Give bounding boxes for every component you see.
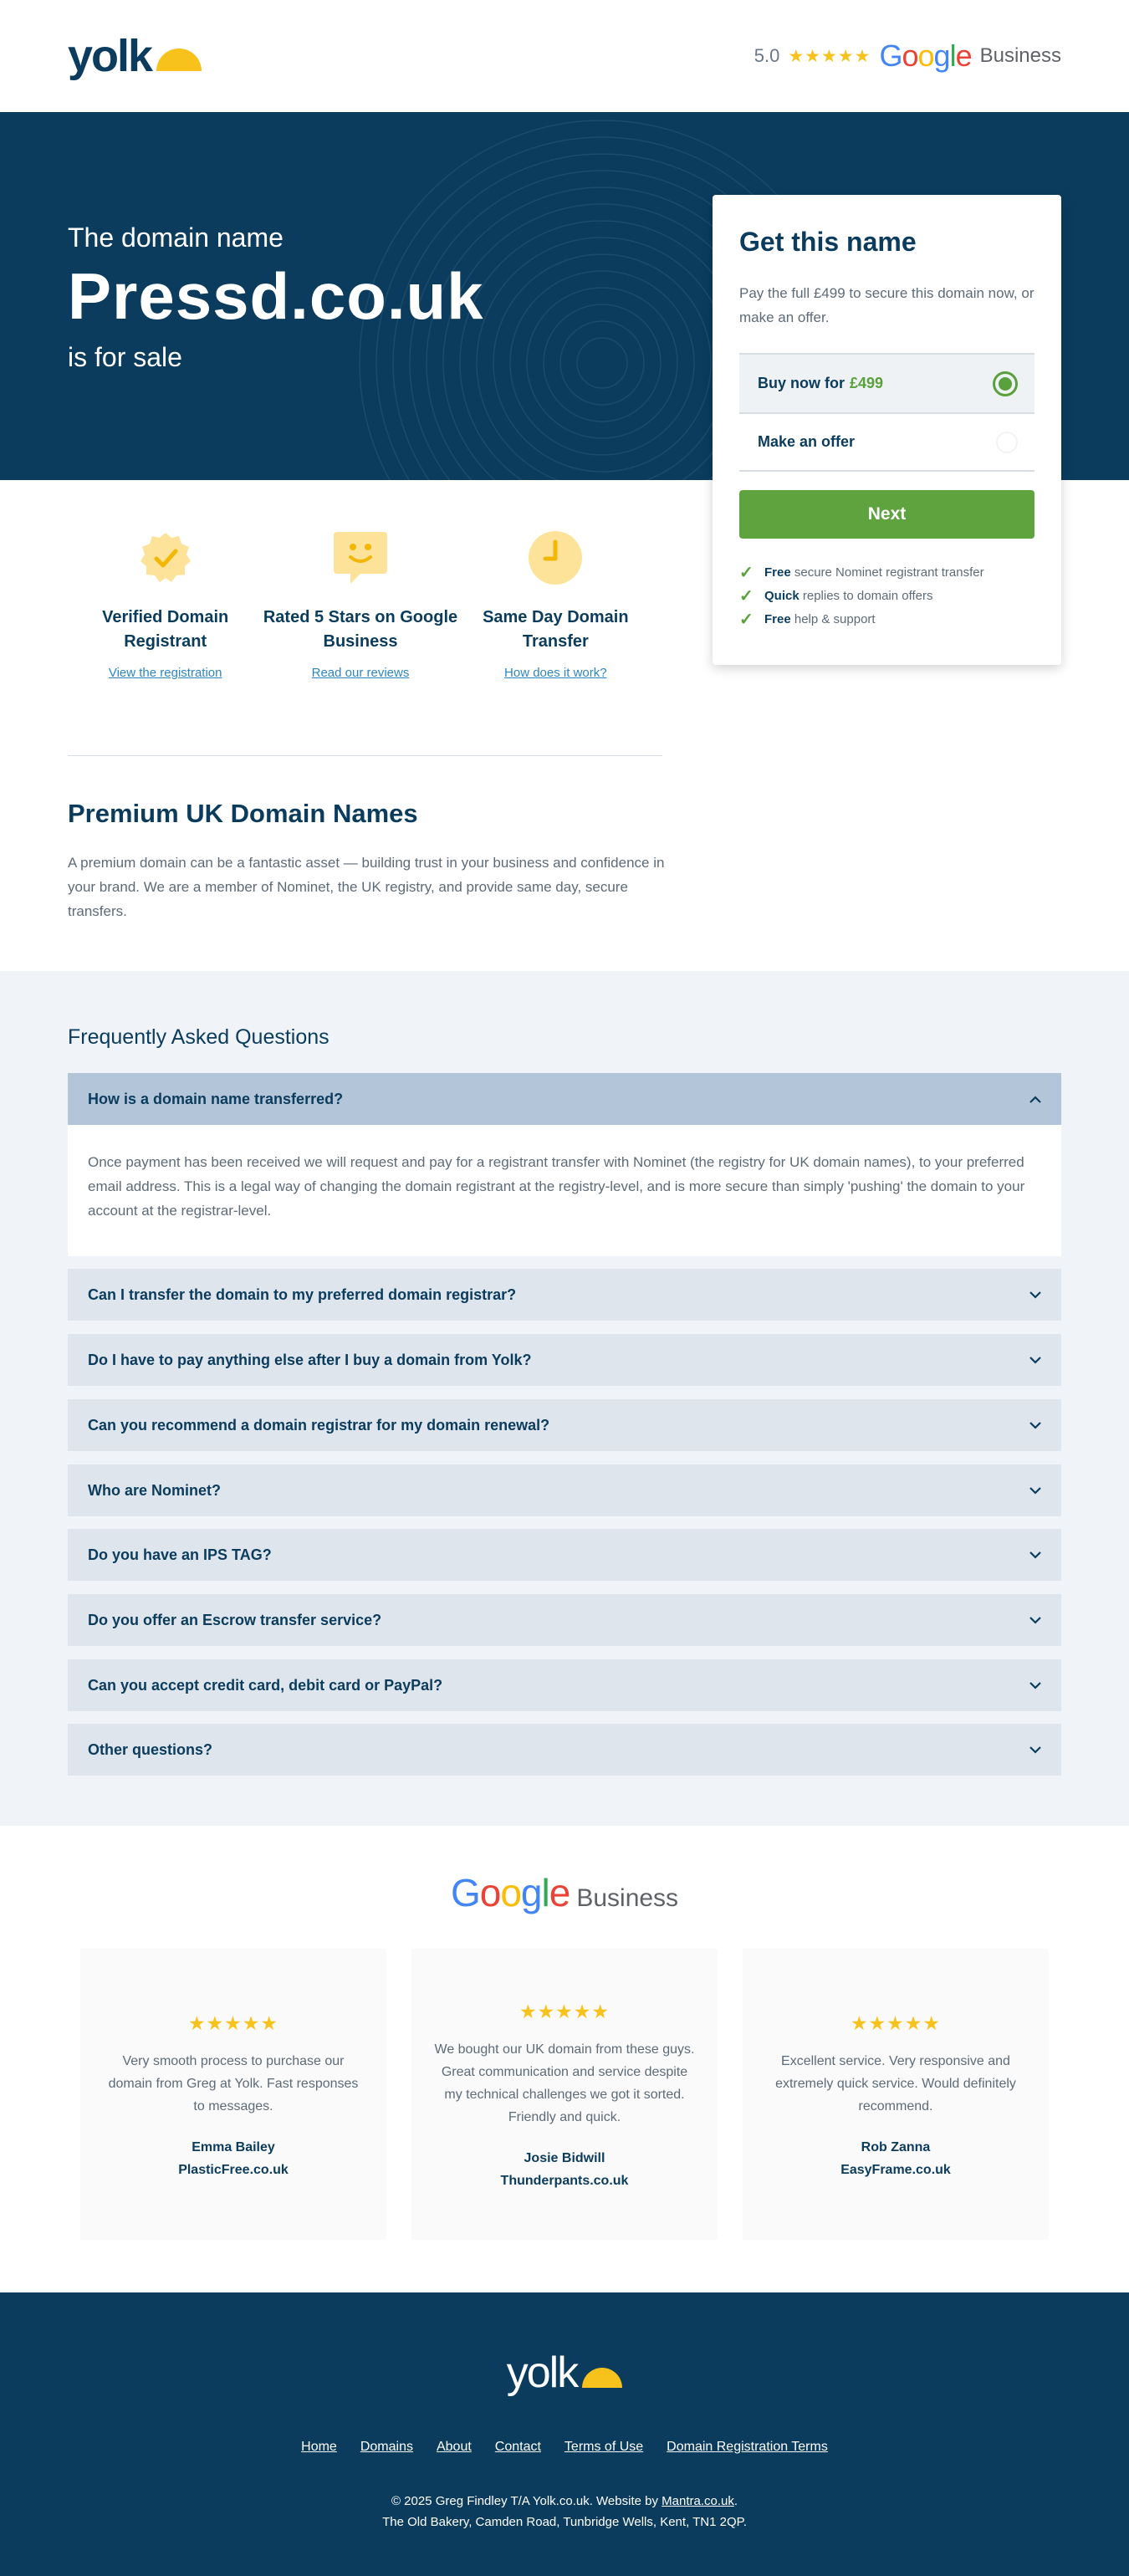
footer-link-about[interactable]: About bbox=[436, 2440, 472, 2454]
make-offer-label: Make an offer bbox=[758, 433, 856, 450]
purchase-card bbox=[713, 195, 1061, 665]
feature-title: Verified Domain Registrant bbox=[102, 608, 229, 651]
footer-copyright bbox=[0, 2491, 1129, 2533]
google-business-logo bbox=[0, 1870, 1129, 1915]
clock-icon bbox=[458, 529, 653, 587]
feature-title: Same Day Domain Transfer bbox=[483, 608, 629, 651]
perk-item bbox=[739, 607, 1034, 631]
reviewer-name: Emma Bailey bbox=[192, 2140, 275, 2154]
make-offer-option[interactable] bbox=[739, 412, 1034, 472]
feature-rated bbox=[263, 529, 457, 680]
perk-text bbox=[764, 589, 933, 603]
footer-nav bbox=[0, 2440, 1129, 2455]
perk-item bbox=[739, 560, 1034, 584]
copyright-suffix: . bbox=[733, 2494, 738, 2508]
chevron-up-icon bbox=[1029, 1092, 1041, 1106]
faq-item-open[interactable] bbox=[68, 1073, 1061, 1125]
google-letter: g bbox=[520, 1871, 542, 1914]
perk-text bbox=[764, 612, 876, 626]
faq-section bbox=[0, 971, 1129, 1826]
chevron-down-icon bbox=[1029, 1613, 1041, 1627]
google-letter: g bbox=[933, 38, 950, 73]
faq-question: Who are Nominet? bbox=[88, 1481, 222, 1499]
footer-logo[interactable] bbox=[0, 2351, 1129, 2395]
next-button[interactable]: Next bbox=[739, 490, 1034, 539]
review-card bbox=[411, 1949, 718, 2240]
perk-item bbox=[739, 584, 1034, 607]
faq-heading: Frequently Asked Questions bbox=[68, 1025, 330, 1049]
feature-verified bbox=[68, 529, 263, 680]
chevron-down-icon bbox=[1029, 1679, 1041, 1692]
faq-question: Can you accept credit card, debit card or PayPal? bbox=[88, 1676, 443, 1694]
google-rating[interactable] bbox=[754, 38, 1061, 74]
logo-text: yolk bbox=[68, 31, 152, 81]
review-text: Excellent service. Very responsive and extremely quick service. Would definitely recommend. bbox=[775, 2054, 1016, 2113]
faq-question: Do I have to pay anything else after I buy a domain from Yolk? bbox=[88, 1351, 532, 1368]
perk-rest: help & support bbox=[794, 611, 876, 626]
check-icon: ✓ bbox=[739, 563, 754, 582]
faq-item[interactable] bbox=[68, 1269, 1061, 1321]
chevron-down-icon bbox=[1029, 1353, 1041, 1367]
perk-bold: Free bbox=[764, 565, 791, 580]
check-icon: ✓ bbox=[739, 610, 754, 629]
check-icon: ✓ bbox=[739, 586, 754, 606]
premium-heading: Premium UK Domain Names bbox=[68, 799, 418, 828]
radio-unselected-icon[interactable] bbox=[996, 432, 1018, 453]
google-letter: e bbox=[549, 1871, 570, 1914]
perk-rest: replies to domain offers bbox=[802, 588, 933, 603]
google-letter: G bbox=[450, 1871, 480, 1914]
sun-icon bbox=[156, 49, 202, 71]
business-label: Business bbox=[979, 44, 1061, 67]
mantra-link[interactable]: Mantra.co.uk bbox=[662, 2494, 734, 2508]
faq-item[interactable] bbox=[68, 1594, 1061, 1646]
hero-subtitle: is for sale bbox=[68, 342, 182, 372]
review-stars: ★★★★★ bbox=[850, 2012, 942, 2034]
review-card bbox=[743, 1949, 1049, 2240]
copyright-line bbox=[0, 2491, 1129, 2512]
reviewer-name: Rob Zanna bbox=[861, 2140, 931, 2154]
footer-link-registration-terms[interactable]: Domain Registration Terms bbox=[667, 2440, 828, 2454]
purchase-card-title: Get this name bbox=[739, 227, 917, 257]
faq-item[interactable] bbox=[68, 1659, 1061, 1711]
faq-question: Do you offer an Escrow transfer service? bbox=[88, 1611, 382, 1628]
yolk-logo[interactable] bbox=[68, 33, 202, 79]
domain-name-title: Pressd.co.uk bbox=[68, 259, 484, 333]
hero-pretitle: The domain name bbox=[68, 222, 284, 253]
faq-item[interactable] bbox=[68, 1399, 1061, 1451]
faq-item[interactable] bbox=[68, 1334, 1061, 1386]
google-logo bbox=[879, 38, 971, 74]
business-label: Business bbox=[576, 1884, 679, 1912]
faq-question: Do you have an IPS TAG? bbox=[88, 1546, 272, 1563]
review-card bbox=[80, 1949, 386, 2240]
reviewer-site: EasyFrame.co.uk bbox=[840, 2163, 951, 2177]
google-letter: o bbox=[500, 1871, 521, 1914]
feature-title: Rated 5 Stars on Google Business bbox=[263, 608, 458, 651]
google-letter: o bbox=[479, 1871, 501, 1914]
review-stars: ★★★★★ bbox=[187, 2012, 279, 2034]
verified-badge-icon bbox=[68, 529, 263, 587]
footer-link-home[interactable]: Home bbox=[301, 2440, 337, 2454]
feature-list bbox=[68, 529, 653, 680]
faq-question: Other questions? bbox=[88, 1740, 213, 1758]
rating-stars: ★★★★★ bbox=[788, 46, 871, 66]
buy-now-price: £499 bbox=[850, 375, 884, 391]
reviewer-site: Thunderpants.co.uk bbox=[500, 2174, 629, 2188]
buy-now-label-wrap bbox=[758, 375, 883, 392]
review-text: We bought our UK domain from these guys. Great communication and service despite my technical challenges we got it sorted. Friendly and quick. bbox=[434, 2042, 695, 2124]
perk-bold: Free bbox=[764, 611, 791, 626]
buy-now-label: Buy now for bbox=[758, 375, 845, 391]
how-it-works-link[interactable]: How does it work? bbox=[504, 666, 607, 680]
rating-value: 5.0 bbox=[754, 45, 780, 66]
radio-selected-icon[interactable] bbox=[993, 371, 1018, 396]
faq-answer: Once payment has been received we will request and pay for a registrant transfer with Nominet (the registry for UK domain names), to your preferred email address. This is a legal way of changing the domain registrant at the registry-level, and is more secure than simply 'pushing' the domain to your account at the registrar-level. bbox=[68, 1125, 1061, 1256]
sun-icon bbox=[582, 2368, 622, 2388]
section-divider bbox=[68, 755, 662, 756]
review-stars: ★★★★★ bbox=[519, 2001, 610, 2022]
google-letter: l bbox=[949, 38, 956, 73]
site-header bbox=[0, 0, 1129, 112]
copyright-text: © 2025 Greg Findley T/A Yolk.co.uk. Website by bbox=[391, 2494, 658, 2508]
perk-text bbox=[764, 565, 984, 580]
chevron-down-icon bbox=[1029, 1484, 1041, 1497]
view-registration-link[interactable]: View the registration bbox=[108, 666, 222, 680]
buy-now-option[interactable] bbox=[739, 353, 1034, 412]
smiley-chat-icon bbox=[263, 529, 457, 587]
google-letter: o bbox=[917, 38, 934, 73]
premium-description: A premium domain can be a fantastic asset — building trust in your business and confidence in your brand. We are a member of Nominet, the UK registry, and provide same day, secure transfers. bbox=[68, 855, 665, 919]
faq-item[interactable] bbox=[68, 1464, 1061, 1516]
logo-text: yolk bbox=[506, 2349, 578, 2397]
reviewer-name: Josie Bidwill bbox=[524, 2151, 605, 2165]
perk-bold: Quick bbox=[764, 588, 799, 603]
faq-question: Can I transfer the domain to my preferred domain registrar? bbox=[88, 1285, 517, 1303]
chevron-down-icon bbox=[1029, 1288, 1041, 1301]
faq-item[interactable] bbox=[68, 1724, 1061, 1776]
site-footer bbox=[0, 2292, 1129, 2576]
faq-question: How is a domain name transferred? bbox=[88, 1090, 344, 1107]
chevron-down-icon bbox=[1029, 1743, 1041, 1756]
review-text: Very smooth process to purchase our domain from Greg at Yolk. Fast responses to messages. bbox=[108, 2054, 359, 2113]
perk-list bbox=[739, 560, 1034, 631]
read-reviews-link[interactable]: Read our reviews bbox=[311, 666, 410, 680]
footer-link-terms[interactable]: Terms of Use bbox=[564, 2440, 644, 2454]
feature-transfer bbox=[458, 529, 653, 680]
perk-rest: secure Nominet registrant transfer bbox=[794, 565, 984, 580]
google-logo bbox=[451, 1870, 570, 1915]
footer-address: The Old Bakery, Camden Road, Tunbridge Wells, Kent, TN1 2QP. bbox=[382, 2515, 747, 2529]
reviewer-site: PlasticFree.co.uk bbox=[178, 2163, 289, 2177]
footer-link-domains[interactable]: Domains bbox=[360, 2440, 413, 2454]
chevron-down-icon bbox=[1029, 1548, 1041, 1561]
google-letter: l bbox=[541, 1871, 549, 1914]
footer-link-contact[interactable]: Contact bbox=[494, 2440, 541, 2454]
google-letter: e bbox=[955, 38, 972, 73]
purchase-card-description: Pay the full £499 to secure this domain now, or make an offer. bbox=[739, 285, 1034, 325]
google-letter: o bbox=[902, 38, 918, 73]
faq-question: Can you recommend a domain registrar for my domain renewal? bbox=[88, 1416, 550, 1434]
chevron-down-icon bbox=[1029, 1418, 1041, 1432]
google-letter: G bbox=[879, 38, 902, 73]
faq-item[interactable] bbox=[68, 1529, 1061, 1581]
